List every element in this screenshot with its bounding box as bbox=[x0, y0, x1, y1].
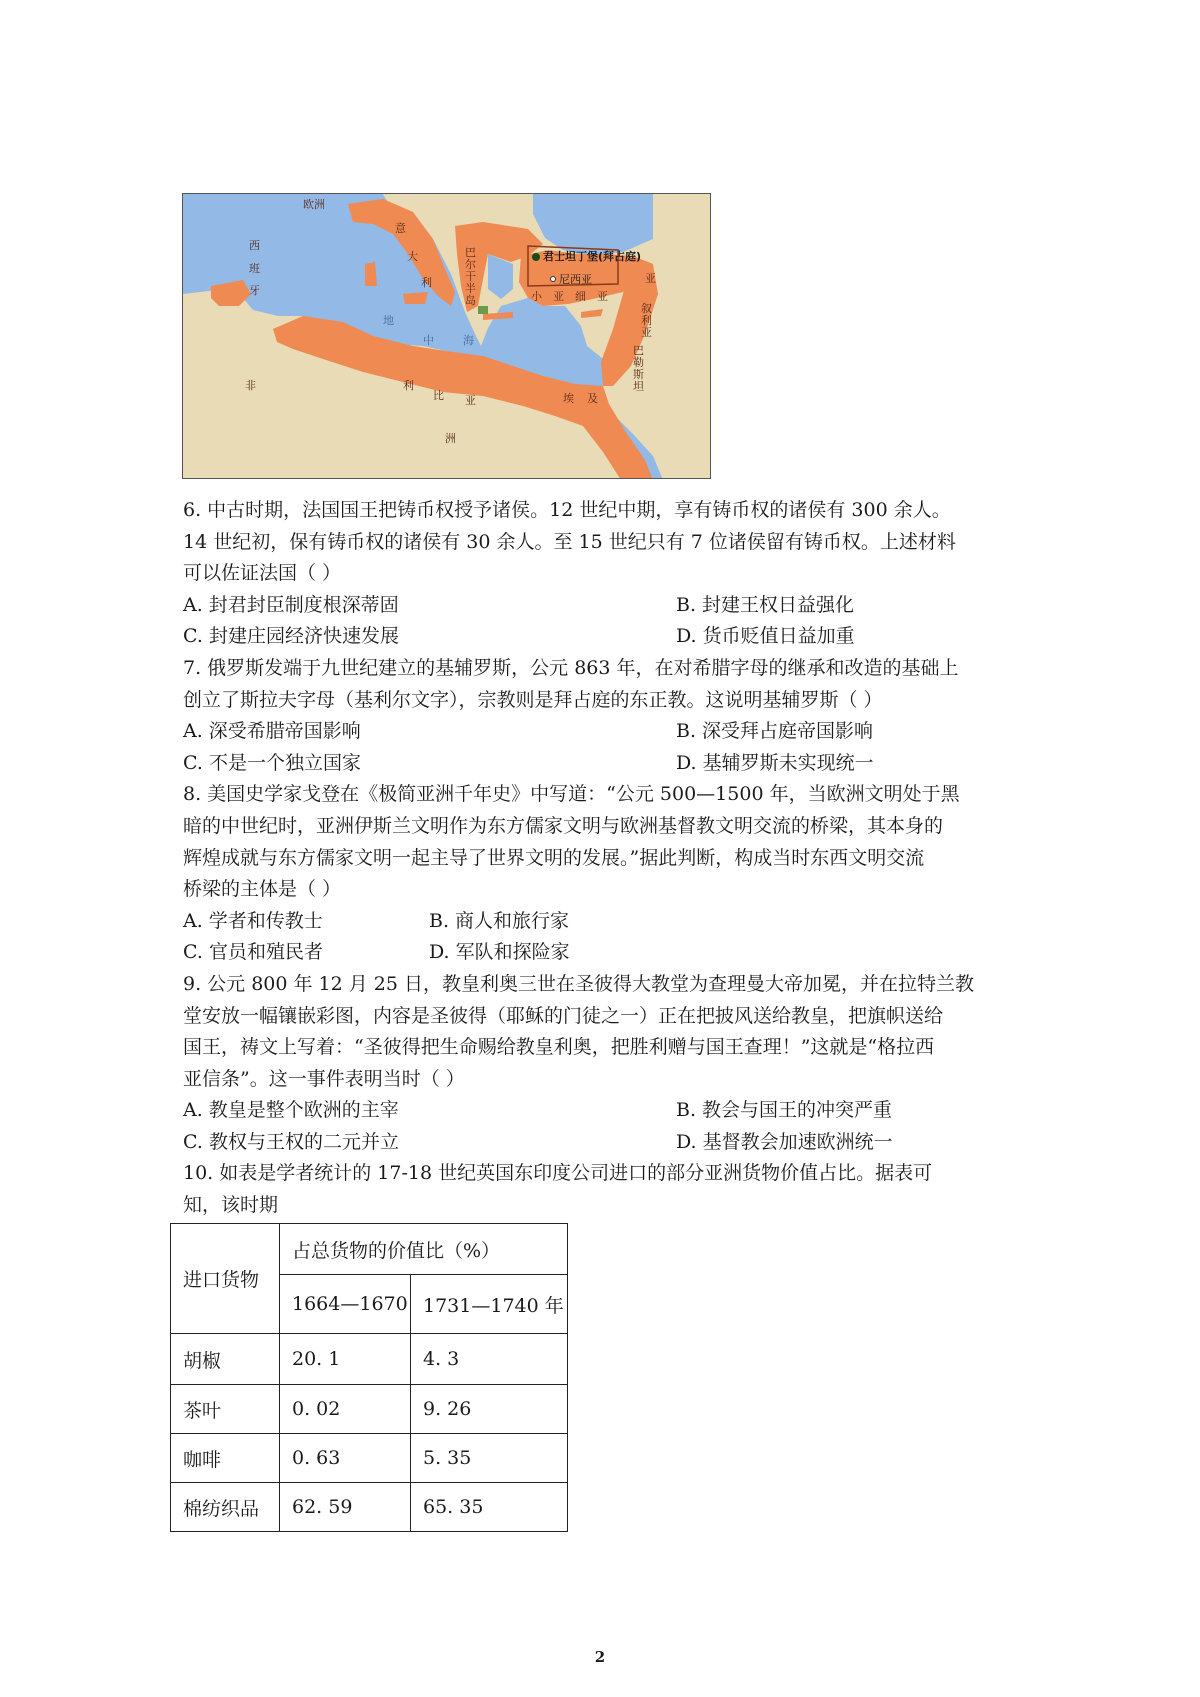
nicaea-marker bbox=[551, 277, 556, 282]
page-number: 2 bbox=[594, 1648, 606, 1666]
table-cell-v2: 9. 26 bbox=[411, 1385, 568, 1434]
table-cell-item: 咖啡 bbox=[171, 1434, 280, 1483]
question-block bbox=[183, 495, 1033, 1222]
label-palestine-3: 斯 bbox=[633, 368, 644, 381]
q6-line-2: 14 世纪初，保有铸币权的诸侯有 30 余人。至 15 世纪只有 7 位诸侯留有铸币权。上述材料 bbox=[183, 530, 956, 553]
table-cell-v1: 62. 59 bbox=[280, 1483, 411, 1532]
q9-line-3: 国王，祷文上写着：“圣彼得把生命赐给教皇利奥，把胜利赠与国王查理！”这就是“格拉西 bbox=[183, 1036, 935, 1059]
table-cell-v2: 5. 35 bbox=[411, 1434, 568, 1483]
label-syria-3: 亚 bbox=[641, 326, 652, 339]
label-egypt-2: 及 bbox=[587, 392, 598, 405]
empire-sicily bbox=[403, 292, 428, 304]
label-sea-right: 亚 bbox=[645, 272, 656, 285]
label-italy-1: 意 bbox=[395, 222, 406, 235]
q9-option-c[interactable]: C. 教权与王权的二元并立 bbox=[183, 1130, 399, 1153]
table-cell-v2: 65. 35 bbox=[411, 1483, 568, 1532]
label-syria-2: 利 bbox=[641, 314, 652, 327]
label-asia-minor-1: 小 bbox=[531, 290, 542, 303]
table-cell-v1: 20. 1 bbox=[280, 1334, 411, 1385]
q6-option-d[interactable]: D. 货币贬值日益加重 bbox=[676, 625, 855, 648]
q8-option-c[interactable]: C. 官员和殖民者 bbox=[183, 941, 323, 964]
label-libya-3: 亚 bbox=[465, 394, 476, 407]
q6-option-c[interactable]: C. 封建庄园经济快速发展 bbox=[183, 625, 399, 648]
q7-option-b[interactable]: B. 深受拜占庭帝国影响 bbox=[676, 720, 874, 743]
q9-line-4: 亚信条”。这一事件表明当时（ ） bbox=[183, 1067, 465, 1090]
label-palestine-2: 勒 bbox=[633, 356, 644, 369]
table-cell-v1: 0. 02 bbox=[280, 1385, 411, 1434]
q9-options-row-1 bbox=[183, 1095, 1033, 1127]
label-asia-minor-2: 亚 bbox=[553, 290, 564, 303]
q6-option-a[interactable]: A. 封君封臣制度根深蒂固 bbox=[183, 593, 399, 616]
label-palestine-1: 巴 bbox=[633, 344, 644, 357]
q8-options-row-1 bbox=[183, 906, 1033, 938]
byzantine-empire-map bbox=[182, 193, 711, 479]
label-mediterranean-1: 地 bbox=[383, 314, 394, 327]
label-syria-1: 叙 bbox=[641, 302, 652, 315]
constantinople-marker bbox=[532, 253, 540, 261]
q9-option-a[interactable]: A. 教皇是整个欧洲的主宰 bbox=[183, 1099, 399, 1122]
label-spain-3: 牙 bbox=[249, 284, 260, 297]
q7-option-d[interactable]: D. 基辅罗斯未实现统一 bbox=[676, 751, 874, 774]
q7-line-1: 7. 俄罗斯发端于九世纪建立的基辅罗斯，公元 863 年，在对希腊字母的继承和改造的基础上 bbox=[183, 656, 959, 679]
q8-options-row-2 bbox=[183, 937, 1033, 969]
table-cell-v2: 4. 3 bbox=[411, 1334, 568, 1385]
q7-line-2: 创立了斯拉夫字母（基利尔文字），宗教则是拜占庭的东正教。这说明基辅罗斯（ ） bbox=[183, 688, 883, 711]
table-row bbox=[171, 1434, 568, 1483]
label-balkan-2: 尔 bbox=[465, 258, 476, 271]
table-corner-header: 进口货物 bbox=[171, 1224, 280, 1334]
q6-line-3: 可以佐证法国（ ） bbox=[183, 562, 342, 585]
q9-options-row-2 bbox=[183, 1127, 1033, 1159]
q10-line-2: 知，该时期 bbox=[183, 1194, 279, 1217]
q8-option-a[interactable]: A. 学者和传教士 bbox=[183, 909, 323, 932]
label-nicaea: 尼西亚 bbox=[559, 273, 592, 286]
label-constantinople: 君士坦丁堡(拜占庭) bbox=[543, 250, 642, 263]
table-cell-v1: 0. 63 bbox=[280, 1434, 411, 1483]
table-group-header: 占总货物的价值比（%） bbox=[280, 1224, 568, 1275]
q9-line-1: 9. 公元 800 年 12 月 25 日，教皇利奥三世在圣彼得大教堂为查理曼大帝加冕，并在拉特兰教 bbox=[183, 972, 975, 995]
q7-option-c[interactable]: C. 不是一个独立国家 bbox=[183, 751, 361, 774]
q9-line-2: 堂安放一幅镶嵌彩图，内容是圣彼得（耶稣的门徒之一）正在把披风送给教皇，把旗帜送给 bbox=[183, 1004, 944, 1027]
label-italy-3: 利 bbox=[421, 276, 432, 289]
label-europe: 欧洲 bbox=[303, 198, 325, 211]
empire-sardinia bbox=[365, 262, 377, 286]
table-row bbox=[171, 1385, 568, 1434]
table-cell-item: 棉纺织品 bbox=[171, 1483, 280, 1532]
label-libya-1: 利 bbox=[403, 379, 414, 392]
label-egypt-1: 埃 bbox=[563, 392, 574, 405]
q6-options-row-2 bbox=[183, 621, 1033, 653]
label-balkan-4: 半 bbox=[465, 282, 476, 295]
q8-line-4: 桥梁的主体是（ ） bbox=[183, 878, 342, 901]
table-row bbox=[171, 1334, 568, 1385]
label-balkan-1: 巴 bbox=[465, 246, 476, 259]
q8-line-3: 辉煌成就与东方儒家文明一起主导了世界文明的发展。”据此判断，构成当时东西文明交流 bbox=[183, 846, 925, 869]
q9-option-d[interactable]: D. 基督教会加速欧洲统一 bbox=[676, 1130, 893, 1153]
label-balkan-3: 干 bbox=[465, 270, 476, 283]
table-col-header-1: 1664—1670 bbox=[280, 1275, 411, 1334]
q6-option-b[interactable]: B. 封建王权日益强化 bbox=[676, 593, 855, 616]
q6-options-row-1 bbox=[183, 590, 1033, 622]
label-spain-1: 西 bbox=[249, 239, 260, 252]
table-col-header-2: 1731—1740 年 bbox=[411, 1275, 568, 1334]
q7-options-row-1 bbox=[183, 716, 1033, 748]
import-goods-table bbox=[170, 1223, 568, 1532]
q10-line-1: 10. 如表是学者统计的 17-18 世纪英国东印度公司进口的部分亚洲货物价值占比。据表可 bbox=[183, 1162, 933, 1185]
q8-line-1: 8. 美国史学家戈登在《极简亚洲千年史》中写道：“公元 500—1500 年，当欧洲文明处于黑 bbox=[183, 783, 960, 806]
label-asia-minor-4: 亚 bbox=[597, 290, 608, 303]
label-africa-west: 非 bbox=[245, 379, 256, 392]
q7-options-row-2 bbox=[183, 748, 1033, 780]
q9-option-b[interactable]: B. 教会与国王的冲突严重 bbox=[676, 1099, 893, 1122]
table-row bbox=[171, 1483, 568, 1532]
greece-green-area bbox=[478, 306, 488, 314]
q6-line-1: 6. 中古时期，法国国王把铸币权授予诸侯。12 世纪中期，享有铸币权的诸侯有 300 余人。 bbox=[183, 499, 951, 521]
label-libya-2: 比 bbox=[433, 389, 444, 402]
label-balkan-5: 岛 bbox=[465, 294, 476, 307]
q8-option-d[interactable]: D. 军队和探险家 bbox=[429, 941, 570, 964]
q7-option-a[interactable]: A. 深受希腊帝国影响 bbox=[183, 720, 361, 743]
q8-option-b[interactable]: B. 商人和旅行家 bbox=[429, 909, 570, 932]
table-cell-item: 茶叶 bbox=[171, 1385, 280, 1434]
label-palestine-4: 坦 bbox=[633, 380, 644, 393]
table-cell-item: 胡椒 bbox=[171, 1334, 280, 1385]
label-asia-minor-3: 细 bbox=[575, 290, 586, 303]
label-italy-2: 大 bbox=[407, 250, 418, 263]
label-mediterranean-2: 中 bbox=[423, 334, 434, 347]
label-africa-south: 洲 bbox=[445, 432, 456, 445]
label-mediterranean-3: 海 bbox=[463, 334, 474, 347]
label-spain-2: 班 bbox=[249, 262, 260, 275]
q8-line-2: 暗的中世纪时，亚洲伊斯兰文明作为东方儒家文明与欧洲基督教文明交流的桥梁，其本身的 bbox=[183, 814, 944, 837]
